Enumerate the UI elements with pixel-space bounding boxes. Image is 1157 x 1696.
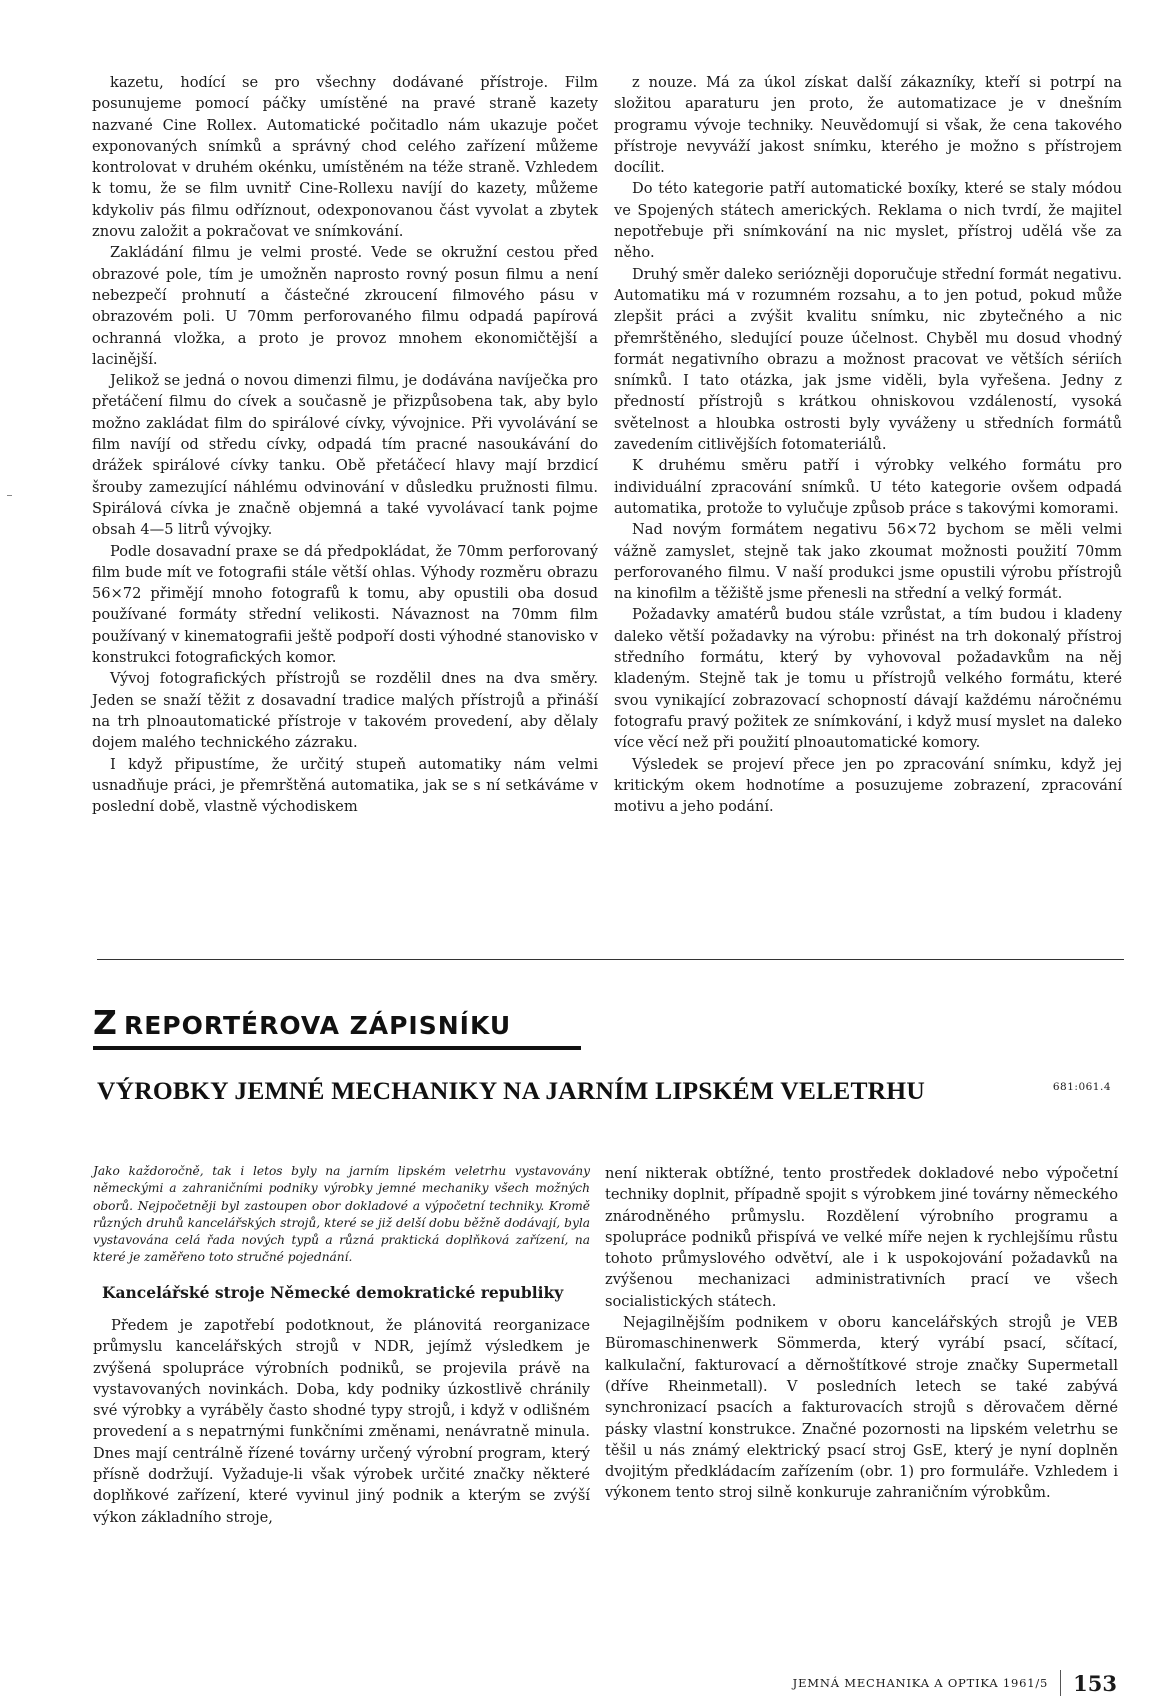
paragraph: Druhý směr daleko seriózněji doporučuje střední formát negativu. Automatiku má v rozumném rozsahu, a to jen potud, pokud může zlepšit práci a zvýšit kvalitu snímku, nic zbytečného a nic přemrštěného, sledující pouze účelnost. Chyběl mu dosud vhodný formát negativního obrazu a možnost pracovat ve větších sériích snímků. I tato otázka, jak jsme viděli, byla vyřešena. Jedny z předností přístrojů s krátkou ohniskovou vzdáleností, vysoká světelnost a hloubka ostrosti byly vyváženy u středních formátů zavedením citlivějších fotomateriálů. [614,265,1122,454]
section-title [93,1003,511,1042]
paragraph: z nouze. Má za úkol získat další zákazníky, kteří si potrpí na složitou aparaturu jen proto, že automatizace je v dnešním programu vývoje techniky. Neuvědomují si však, že cena takového přístroje nevyváží jakost snímku, kterého je možno s přístrojem docílit. [614,74,1122,177]
section-title-initial: Z [93,1003,118,1042]
section-title-underline [93,1046,581,1050]
column-bottom-left [93,1315,590,1528]
paragraph: Výsledek se projeví přece jen po zpracování snímku, když jej kritickým okem hodnotíme a posuzujeme zobrazení, zpracování motivu a jeho podání. [614,755,1122,816]
paragraph: Jelikož se jedná o novou dimenzi filmu, je dodávána navíječka pro přetáčení filmu do cívek a současně je přizpůsobena tak, aby bylo možno zakládat film do spirálové cívky, vývojnice. Při vyvolávání se film navíjí od středu cívky, odpadá tím pracné nasoukávání do drážek spirálové cívky tanku. Obě přetáčecí hlavy mají brzdicí šrouby zamezující náhlému odvinování v důsledku pružnosti filmu. Spirálová cívka je značně objemná a také vyvolávací tank pojme obsah 4—5 litrů vývojky. [92,372,598,539]
article-title: VÝROBKY JEMNÉ MECHANIKY NA JARNÍM LIPSKÉM VELETRHU [97,1076,925,1105]
article-abstract: Jako každoročně, tak i letos byly na jarním lipském veletrhu vystavovány německými a zahraničními podniky výrobky jemné mechaniky všech možných oborů. Nejpočetněji byl zastoupen obor dokladové a výpočetní techniky. Kromě různých druhů kancelářských strojů, které se již delší dobu běžně dodávají, byla vystavována celá řada nových typů a různá praktická doplňková zařízení, na které je zaměřeno toto stručné pojednání. [93,1164,590,1265]
paragraph: Vývoj fotografických přístrojů se rozdělil dnes na dva směry. Jeden se snaží těžit z dosavadní tradice malých přístrojů a přináší na trh plnoautomatické přístroje v takovém provedení, aby dělaly dojem malého technického zázraku. [92,670,598,752]
section-divider [97,959,1124,960]
paragraph: Nejagilnějším podnikem v oboru kancelářských strojů je VEB Büromaschinenwerk Sömmerda, který vyrábí psací, sčítací, kalkulační, fakturovací a děrnoštítkové stroje značky Supermetall (dříve Rheinmetall). V posledních letech se také zabývá synchronizací psacích a fakturovacích strojů s děrovačem děrné pásky vlastní konstrukce. Značné pozornosti na lipském veletrhu se těšil u nás známý elektrický psací stroj GsE, který je nyní doplněn dvojitým předkládacím zařízením (obr. 1) pro formuláře. Vzhledem i výkonem tento stroj silně konkuruje zahraničním výrobkům. [605,1314,1118,1502]
scan-margin-mark [7,495,12,496]
paragraph: Nad novým formátem negativu 56×72 bychom se měli velmi vážně zamyslet, stejně tak jako zkoumat možnosti použití 70mm perforovaného filmu. V naší produkci jsme opustili výrobu přístrojů na kinofilm a těžiště jsme přenesli na střední a velký formát. [614,521,1122,603]
subheading: Kancelářské stroje Německé demokratické republiky [102,1283,564,1302]
section-title-text: REPORTÉROVA ZÁPISNÍKU [123,1011,512,1040]
journal-name: JEMNÁ MECHANIKA A OPTIKA 1961/5 [792,1676,1049,1690]
paragraph: není nikterak obtížné, tento prostředek dokladové nebo výpočetní techniky doplnit, případně spojit s výrobkem jiné továrny německého znárodněného průmyslu. Rozdělení výrobního programu a spolupráce podniků přispívá ve velké míře nejen k rychlejšímu růstu tohoto průmyslového odvětví, ale i k uspokojování požadavků na zvýšenou mechanizaci administrativních prací ve všech socialistických státech. [605,1165,1118,1310]
paragraph: Zakládání filmu je velmi prosté. Vede se okružní cestou před obrazové pole, tím je umožněn naprosto rovný posun filmu a není nebezpečí prohnutí a částečné zkroucení filmového pásu v obrazovém poli. U 70mm perforovaného filmu odpadá papírová ochranná vložka, a proto je provoz mnohem ekonomičtější a lacinější. [92,244,598,368]
page-footer [793,1670,1117,1696]
paragraph: kazetu, hodící se pro všechny dodávané přístroje. Film posunujeme pomocí páčky umístěné na pravé straně kazety nazvané Cine Rollex. Automatické počitadlo nám ukazuje počet exponovaných snímků a správný chod celého zařízení můžeme kontrolovat v druhém okénku, umístěném na téže straně. Vzhledem k tomu, že se film uvnitř Cine-Rollexu navíjí do kazety, můžeme kdykoliv pás filmu odříznout, odexponovanou část vyvolat a zbytek znovu založit a pokračovat ve snímkování. [92,74,598,241]
paragraph: Požadavky amatérů budou stále vzrůstat, a tím budou i kladeny daleko větší požadavky na výrobu: přinést na trh dokonalý přístroj středního formátu, který by vyhovoval požadavkům na něj kladeným. Stejně tak je tomu u přístrojů velkého formátu, které svou vynikající zobrazovací schopností dávají každému náročnému fotografu pravý požitek ze snímkování, i když musí myslet na daleko více věcí než při použití plnoautomatické komory. [614,606,1122,752]
paragraph: Podle dosavadní praxe se dá předpokládat, že 70mm perforovaný film bude mít ve fotografii stále větší ohlas. Výhody rozměru obrazu 56×72 přimějí mnoho fotografů k tomu, aby opustili oba dosud používané formáty střední velikosti. Návaznost na 70mm film používaný v kinematografii ještě podpoří dosti výhodné stanovisko v konstrukci fotografických komor. [92,542,598,667]
paragraph: K druhému směru patří i výrobky velkého formátu pro individuální zpracování snímků. U této kategorie ovšem odpadá automatika, protože to vylučuje způsob práce s takovými komorami. [614,457,1122,517]
classification-code: 681:061.4 [1052,1081,1111,1093]
paragraph: Do této kategorie patří automatické boxíky, které se staly módou ve Spojených státech amerických. Reklama o nich tvrdí, že majitel nepotřebuje při snímkování na nic myslet, přístroj udělá vše za něho. [614,180,1122,262]
footer-separator [1060,1670,1061,1696]
column-top-right [614,72,1122,817]
paragraph: I když připustíme, že určitý stupeň automatiky nám velmi usnadňuje práci, je přemrštěná automatika, jak se s ní setkáváme v poslední době, vlastně východiskem [92,755,598,816]
page-number: 153 [1073,1670,1117,1696]
column-top-left [92,72,598,817]
column-bottom-right [605,1163,1118,1504]
paragraph: Předem je zapotřebí podotknout, že plánovitá reorganizace průmyslu kancelářských strojů v NDR, jejímž výsledkem je zvýšená spolupráce výrobních podniků, se projevila právě na vystavovaných novinkách. Doba, kdy podniky úzkostlivě chránily své výrobky a vyráběly často shodné typy strojů, i když v odlišném provedení a s nepatrnými funkčními změnami, nenávratně minula. Dnes mají centrálně řízené továrny určený výrobní program, který přísně dodržují. Vyžaduje-li však výrobek určité značky některé doplňkové zařízení, které vyvinul jiný podnik a kterým se zvýší výkon základního stroje, [93,1317,590,1526]
